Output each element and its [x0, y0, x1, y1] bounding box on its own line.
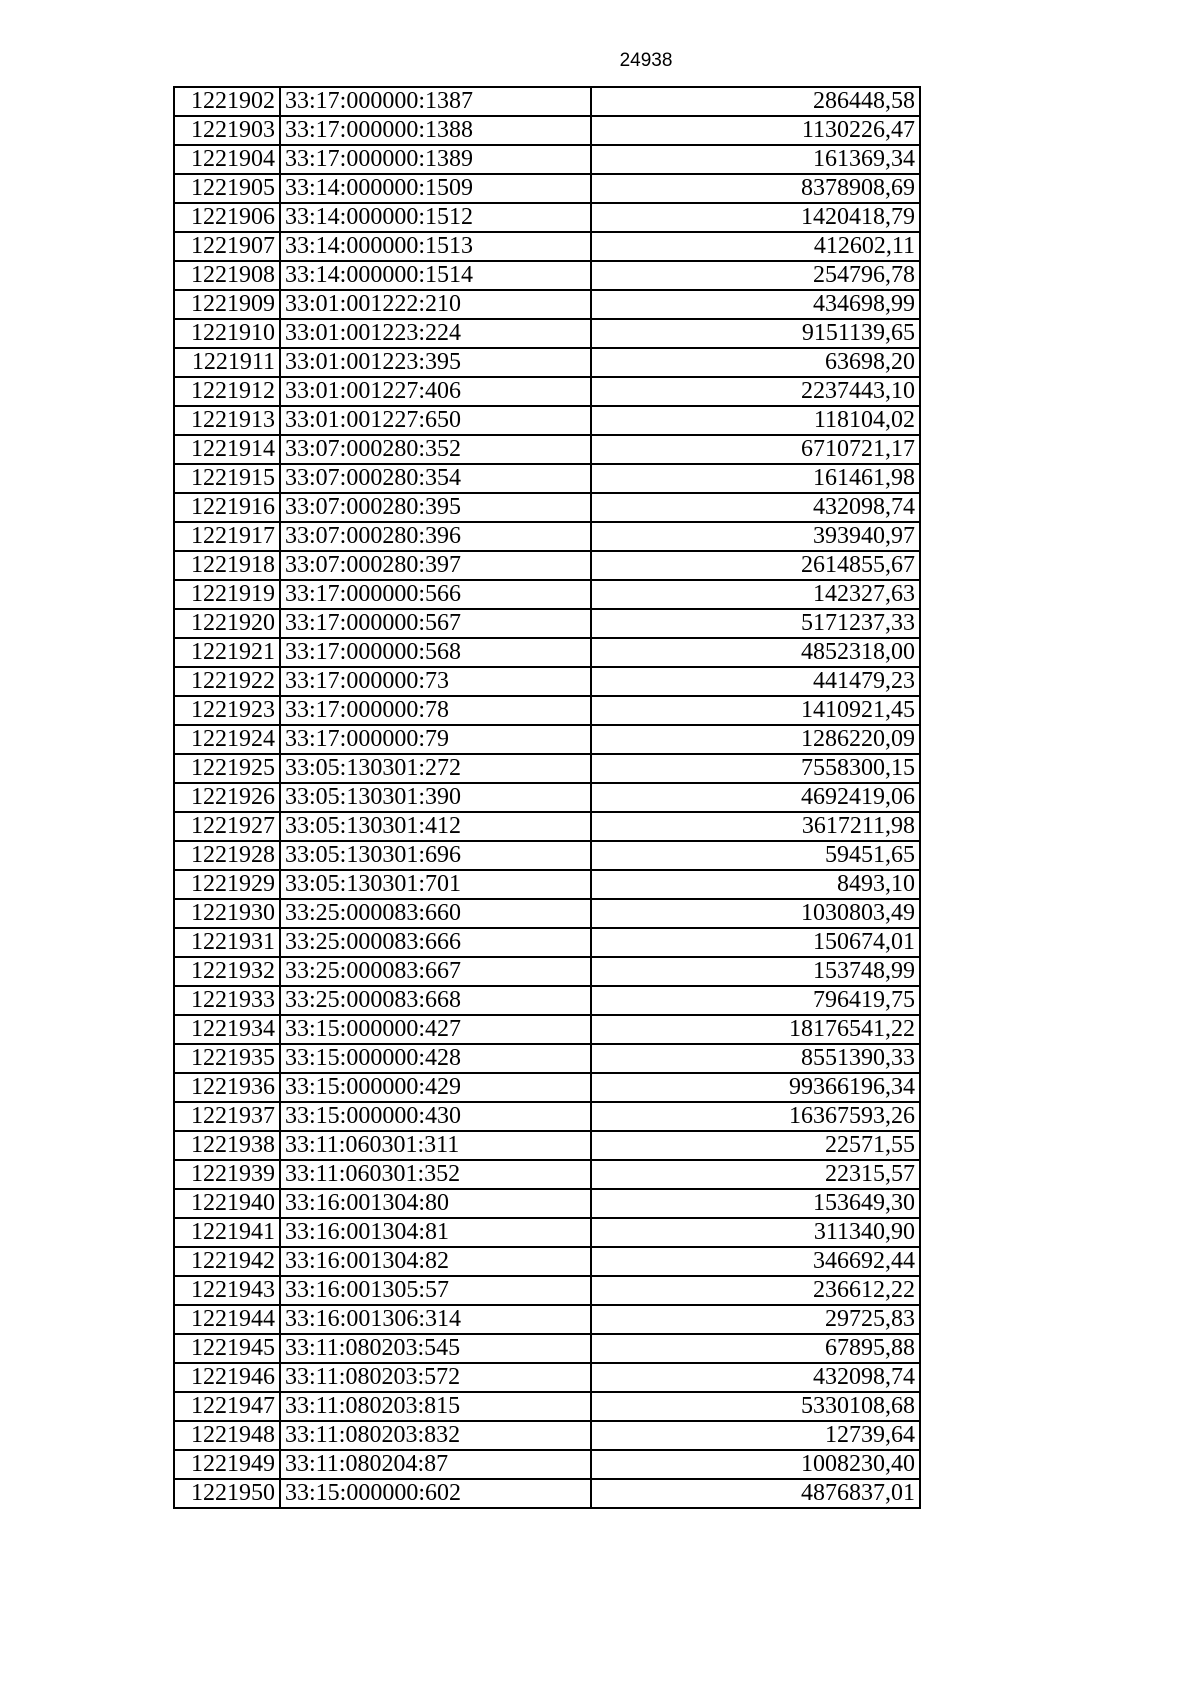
- row-id-cell: 1221944: [174, 1305, 280, 1334]
- cadastral-number-cell: 33:11:080203:815: [280, 1392, 591, 1421]
- table-row: [174, 696, 920, 725]
- cadastral-value-cell: 3617211,98: [591, 812, 920, 841]
- row-id-cell: 1221904: [174, 145, 280, 174]
- cadastral-number-cell: 33:01:001223:224: [280, 319, 591, 348]
- row-id-cell: 1221941: [174, 1218, 280, 1247]
- cadastral-number-cell: 33:11:080203:832: [280, 1421, 591, 1450]
- cadastral-number-cell: 33:15:000000:602: [280, 1479, 591, 1508]
- row-id-cell: 1221939: [174, 1160, 280, 1189]
- row-id-cell: 1221921: [174, 638, 280, 667]
- row-id-cell: 1221946: [174, 1363, 280, 1392]
- table-row: [174, 145, 920, 174]
- row-id-cell: 1221907: [174, 232, 280, 261]
- cadastral-value-cell: 1410921,45: [591, 696, 920, 725]
- cadastral-value-cell: 153748,99: [591, 957, 920, 986]
- cadastral-value-cell: 29725,83: [591, 1305, 920, 1334]
- cadastral-value-cell: 59451,65: [591, 841, 920, 870]
- table-row: [174, 1015, 920, 1044]
- row-id-cell: 1221937: [174, 1102, 280, 1131]
- table-row: [174, 1305, 920, 1334]
- table-row: [174, 290, 920, 319]
- cadastral-value-cell: 1130226,47: [591, 116, 920, 145]
- table-row: [174, 1073, 920, 1102]
- cadastral-value-cell: 7558300,15: [591, 754, 920, 783]
- cadastral-value-cell: 432098,74: [591, 493, 920, 522]
- cadastral-value-cell: 1030803,49: [591, 899, 920, 928]
- row-id-cell: 1221905: [174, 174, 280, 203]
- row-id-cell: 1221932: [174, 957, 280, 986]
- cadastral-value-cell: 286448,58: [591, 87, 920, 116]
- cadastral-number-cell: 33:07:000280:352: [280, 435, 591, 464]
- cadastral-value-cell: 6710721,17: [591, 435, 920, 464]
- cadastral-value-cell: 5330108,68: [591, 1392, 920, 1421]
- row-id-cell: 1221917: [174, 522, 280, 551]
- cadastral-number-cell: 33:25:000083:668: [280, 986, 591, 1015]
- row-id-cell: 1221923: [174, 696, 280, 725]
- row-id-cell: 1221947: [174, 1392, 280, 1421]
- table-row: [174, 261, 920, 290]
- row-id-cell: 1221950: [174, 1479, 280, 1508]
- row-id-cell: 1221945: [174, 1334, 280, 1363]
- cadastral-number-cell: 33:01:001227:650: [280, 406, 591, 435]
- cadastral-value-cell: 412602,11: [591, 232, 920, 261]
- row-id-cell: 1221938: [174, 1131, 280, 1160]
- row-id-cell: 1221930: [174, 899, 280, 928]
- table-row: [174, 522, 920, 551]
- cadastral-number-cell: 33:11:080203:545: [280, 1334, 591, 1363]
- cadastral-number-cell: 33:17:000000:1389: [280, 145, 591, 174]
- cadastral-value-cell: 1420418,79: [591, 203, 920, 232]
- cadastral-number-cell: 33:17:000000:1388: [280, 116, 591, 145]
- table-row: [174, 1247, 920, 1276]
- cadastral-number-cell: 33:05:130301:696: [280, 841, 591, 870]
- table-row: [174, 1160, 920, 1189]
- table-body: [174, 87, 920, 1508]
- table-row: [174, 609, 920, 638]
- row-id-cell: 1221920: [174, 609, 280, 638]
- table-row: [174, 1392, 920, 1421]
- cadastral-number-cell: 33:14:000000:1513: [280, 232, 591, 261]
- cadastral-number-cell: 33:01:001227:406: [280, 377, 591, 406]
- cadastral-value-cell: 22315,57: [591, 1160, 920, 1189]
- cadastral-value-cell: 1286220,09: [591, 725, 920, 754]
- cadastral-number-cell: 33:07:000280:395: [280, 493, 591, 522]
- cadastral-number-cell: 33:14:000000:1509: [280, 174, 591, 203]
- cadastral-value-cell: 2237443,10: [591, 377, 920, 406]
- table-row: [174, 203, 920, 232]
- table-row: [174, 1334, 920, 1363]
- row-id-cell: 1221943: [174, 1276, 280, 1305]
- cadastral-number-cell: 33:17:000000:567: [280, 609, 591, 638]
- cadastral-value-cell: 4692419,06: [591, 783, 920, 812]
- cadastral-number-cell: 33:01:001222:210: [280, 290, 591, 319]
- table-row: [174, 899, 920, 928]
- table-row: [174, 957, 920, 986]
- table-row: [174, 493, 920, 522]
- cadastral-value-cell: 236612,22: [591, 1276, 920, 1305]
- cadastral-number-cell: 33:11:060301:352: [280, 1160, 591, 1189]
- row-id-cell: 1221948: [174, 1421, 280, 1450]
- table-row: [174, 1363, 920, 1392]
- cadastral-number-cell: 33:01:001223:395: [280, 348, 591, 377]
- cadastral-value-cell: 432098,74: [591, 1363, 920, 1392]
- table-row: [174, 232, 920, 261]
- cadastral-value-cell: 150674,01: [591, 928, 920, 957]
- row-id-cell: 1221915: [174, 464, 280, 493]
- cadastral-value-cell: 8493,10: [591, 870, 920, 899]
- cadastral-value-cell: 63698,20: [591, 348, 920, 377]
- cadastral-number-cell: 33:25:000083:667: [280, 957, 591, 986]
- row-id-cell: 1221908: [174, 261, 280, 290]
- cadastral-number-cell: 33:25:000083:666: [280, 928, 591, 957]
- cadastral-value-cell: 67895,88: [591, 1334, 920, 1363]
- row-id-cell: 1221903: [174, 116, 280, 145]
- cadastral-value-cell: 161369,34: [591, 145, 920, 174]
- row-id-cell: 1221911: [174, 348, 280, 377]
- cadastral-value-cell: 2614855,67: [591, 551, 920, 580]
- row-id-cell: 1221925: [174, 754, 280, 783]
- cadastral-value-cell: 118104,02: [591, 406, 920, 435]
- cadastral-value-cell: 22571,55: [591, 1131, 920, 1160]
- row-id-cell: 1221929: [174, 870, 280, 899]
- cadastral-value-cell: 311340,90: [591, 1218, 920, 1247]
- page-number: 24938: [619, 50, 673, 71]
- table-row: [174, 754, 920, 783]
- cadastral-value-cell: 99366196,34: [591, 1073, 920, 1102]
- cadastral-number-cell: 33:07:000280:396: [280, 522, 591, 551]
- row-id-cell: 1221926: [174, 783, 280, 812]
- cadastral-value-cell: 1008230,40: [591, 1450, 920, 1479]
- cadastral-value-cell: 254796,78: [591, 261, 920, 290]
- table-row: [174, 1131, 920, 1160]
- cadastral-value-cell: 16367593,26: [591, 1102, 920, 1131]
- cadastral-number-cell: 33:16:001306:314: [280, 1305, 591, 1334]
- cadastral-number-cell: 33:11:060301:311: [280, 1131, 591, 1160]
- row-id-cell: 1221918: [174, 551, 280, 580]
- cadastral-number-cell: 33:17:000000:78: [280, 696, 591, 725]
- cadastral-number-cell: 33:25:000083:660: [280, 899, 591, 928]
- row-id-cell: 1221927: [174, 812, 280, 841]
- row-id-cell: 1221912: [174, 377, 280, 406]
- table-row: [174, 377, 920, 406]
- cadastral-value-cell: 4852318,00: [591, 638, 920, 667]
- cadastral-number-cell: 33:07:000280:354: [280, 464, 591, 493]
- row-id-cell: 1221906: [174, 203, 280, 232]
- cadastral-value-cell: 5171237,33: [591, 609, 920, 638]
- table-row: [174, 348, 920, 377]
- cadastral-number-cell: 33:17:000000:1387: [280, 87, 591, 116]
- table-row: [174, 435, 920, 464]
- cadastral-number-cell: 33:05:130301:412: [280, 812, 591, 841]
- table-row: [174, 406, 920, 435]
- row-id-cell: 1221949: [174, 1450, 280, 1479]
- row-id-cell: 1221902: [174, 87, 280, 116]
- row-id-cell: 1221933: [174, 986, 280, 1015]
- table-row: [174, 1044, 920, 1073]
- cadastral-value-cell: 8378908,69: [591, 174, 920, 203]
- table-row: [174, 783, 920, 812]
- cadastral-value-cell: 18176541,22: [591, 1015, 920, 1044]
- cadastral-value-cell: 796419,75: [591, 986, 920, 1015]
- cadastral-number-cell: 33:16:001304:82: [280, 1247, 591, 1276]
- row-id-cell: 1221916: [174, 493, 280, 522]
- cadastral-number-cell: 33:16:001305:57: [280, 1276, 591, 1305]
- cadastral-value-cell: 8551390,33: [591, 1044, 920, 1073]
- row-id-cell: 1221928: [174, 841, 280, 870]
- cadastral-value-cell: 153649,30: [591, 1189, 920, 1218]
- cadastral-value-cell: 393940,97: [591, 522, 920, 551]
- cadastral-value-cell: 142327,63: [591, 580, 920, 609]
- row-id-cell: 1221934: [174, 1015, 280, 1044]
- cadastral-number-cell: 33:17:000000:79: [280, 725, 591, 754]
- cadastral-number-cell: 33:16:001304:80: [280, 1189, 591, 1218]
- table-row: [174, 812, 920, 841]
- cadastral-value-cell: 441479,23: [591, 667, 920, 696]
- table-row: [174, 986, 920, 1015]
- table-row: [174, 667, 920, 696]
- cadastral-value-cell: 9151139,65: [591, 319, 920, 348]
- table-row: [174, 580, 920, 609]
- row-id-cell: 1221913: [174, 406, 280, 435]
- table-row: [174, 1479, 920, 1508]
- row-id-cell: 1221910: [174, 319, 280, 348]
- cadastral-number-cell: 33:15:000000:428: [280, 1044, 591, 1073]
- table-row: [174, 87, 920, 116]
- table-row: [174, 638, 920, 667]
- cadastral-value-table: [173, 86, 921, 1509]
- cadastral-number-cell: 33:07:000280:397: [280, 551, 591, 580]
- cadastral-number-cell: 33:15:000000:427: [280, 1015, 591, 1044]
- table-row: [174, 725, 920, 754]
- row-id-cell: 1221942: [174, 1247, 280, 1276]
- cadastral-number-cell: 33:05:130301:390: [280, 783, 591, 812]
- cadastral-number-cell: 33:17:000000:568: [280, 638, 591, 667]
- table-row: [174, 1102, 920, 1131]
- row-id-cell: 1221940: [174, 1189, 280, 1218]
- cadastral-value-cell: 346692,44: [591, 1247, 920, 1276]
- cadastral-number-cell: 33:14:000000:1512: [280, 203, 591, 232]
- table-row: [174, 1276, 920, 1305]
- row-id-cell: 1221909: [174, 290, 280, 319]
- cadastral-number-cell: 33:17:000000:73: [280, 667, 591, 696]
- table-row: [174, 116, 920, 145]
- table-row: [174, 1421, 920, 1450]
- table-row: [174, 1450, 920, 1479]
- table-row: [174, 551, 920, 580]
- row-id-cell: 1221936: [174, 1073, 280, 1102]
- table-row: [174, 870, 920, 899]
- table-row: [174, 928, 920, 957]
- table-row: [174, 1189, 920, 1218]
- table-row: [174, 841, 920, 870]
- cadastral-value-cell: 161461,98: [591, 464, 920, 493]
- row-id-cell: 1221931: [174, 928, 280, 957]
- cadastral-number-cell: 33:15:000000:430: [280, 1102, 591, 1131]
- cadastral-number-cell: 33:14:000000:1514: [280, 261, 591, 290]
- cadastral-number-cell: 33:05:130301:701: [280, 870, 591, 899]
- row-id-cell: 1221922: [174, 667, 280, 696]
- row-id-cell: 1221935: [174, 1044, 280, 1073]
- cadastral-number-cell: 33:16:001304:81: [280, 1218, 591, 1247]
- cadastral-number-cell: 33:11:080203:572: [280, 1363, 591, 1392]
- table-row: [174, 464, 920, 493]
- row-id-cell: 1221914: [174, 435, 280, 464]
- row-id-cell: 1221924: [174, 725, 280, 754]
- cadastral-value-cell: 4876837,01: [591, 1479, 920, 1508]
- cadastral-value-cell: 434698,99: [591, 290, 920, 319]
- table-row: [174, 319, 920, 348]
- row-id-cell: 1221919: [174, 580, 280, 609]
- cadastral-number-cell: 33:17:000000:566: [280, 580, 591, 609]
- cadastral-number-cell: 33:11:080204:87: [280, 1450, 591, 1479]
- table-row: [174, 174, 920, 203]
- cadastral-number-cell: 33:05:130301:272: [280, 754, 591, 783]
- cadastral-value-cell: 12739,64: [591, 1421, 920, 1450]
- table-row: [174, 1218, 920, 1247]
- cadastral-number-cell: 33:15:000000:429: [280, 1073, 591, 1102]
